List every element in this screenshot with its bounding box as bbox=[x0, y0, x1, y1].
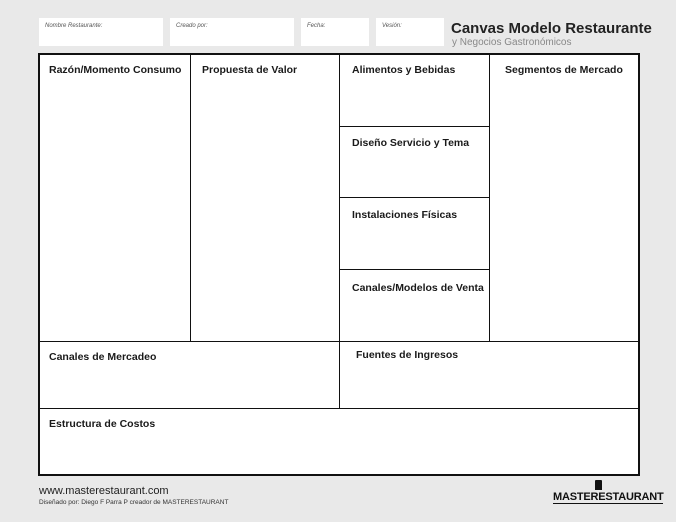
restaurant-name-field[interactable] bbox=[39, 18, 163, 46]
website-link[interactable]: www.masterestaurant.com bbox=[39, 485, 169, 497]
segmentos-mercado-label: Segmentos de Mercado bbox=[505, 64, 623, 76]
propuesta-valor-label: Propuesta de Valor bbox=[202, 64, 298, 76]
brand-logo: MASTERESTAURANT bbox=[553, 491, 664, 503]
razon-consumo-block[interactable] bbox=[40, 55, 191, 342]
diseno-servicio-block[interactable] bbox=[339, 126, 490, 198]
diseno-servicio-label: Diseño Servicio y Tema bbox=[352, 137, 470, 149]
designer-credit: Diseñado por: Diego F Parra P creador de MASTERESTAURANT bbox=[39, 499, 229, 506]
canales-mercadeo-block[interactable] bbox=[40, 341, 340, 409]
restaurant-name-label: Nombre Restaurante: bbox=[45, 23, 103, 29]
canales-mercadeo-label: Canales de Mercadeo bbox=[49, 351, 157, 363]
fuentes-ingresos-label: Fuentes de Ingresos bbox=[356, 349, 459, 361]
version-label: Vesión: bbox=[382, 23, 402, 29]
canvas-board bbox=[38, 53, 640, 476]
instalaciones-fisicas-block[interactable] bbox=[339, 197, 490, 270]
date-label: Fecha: bbox=[307, 23, 326, 29]
canales-venta-block[interactable] bbox=[339, 269, 490, 342]
canales-venta-label: Canales/Modelos de Venta bbox=[352, 282, 484, 294]
estructura-costos-block[interactable] bbox=[40, 408, 638, 474]
alimentos-bebidas-block[interactable] bbox=[339, 55, 490, 127]
logo-mark-icon bbox=[595, 480, 602, 490]
date-field[interactable] bbox=[301, 18, 369, 46]
created-by-label: Creado por: bbox=[176, 23, 208, 29]
razon-consumo-label: Razón/Momento Consumo bbox=[49, 64, 182, 76]
segmentos-mercado-block[interactable] bbox=[489, 55, 638, 342]
version-field[interactable] bbox=[376, 18, 444, 46]
alimentos-bebidas-label: Alimentos y Bebidas bbox=[352, 64, 456, 76]
page-subtitle: y Negocios Gastronómicos bbox=[452, 37, 572, 48]
estructura-costos-label: Estructura de Costos bbox=[49, 418, 156, 430]
propuesta-valor-block[interactable] bbox=[190, 55, 340, 342]
fuentes-ingresos-block[interactable] bbox=[339, 341, 638, 409]
instalaciones-fisicas-label: Instalaciones Físicas bbox=[352, 209, 458, 221]
page-title: Canvas Modelo Restaurante bbox=[451, 20, 652, 37]
created-by-field[interactable] bbox=[170, 18, 294, 46]
